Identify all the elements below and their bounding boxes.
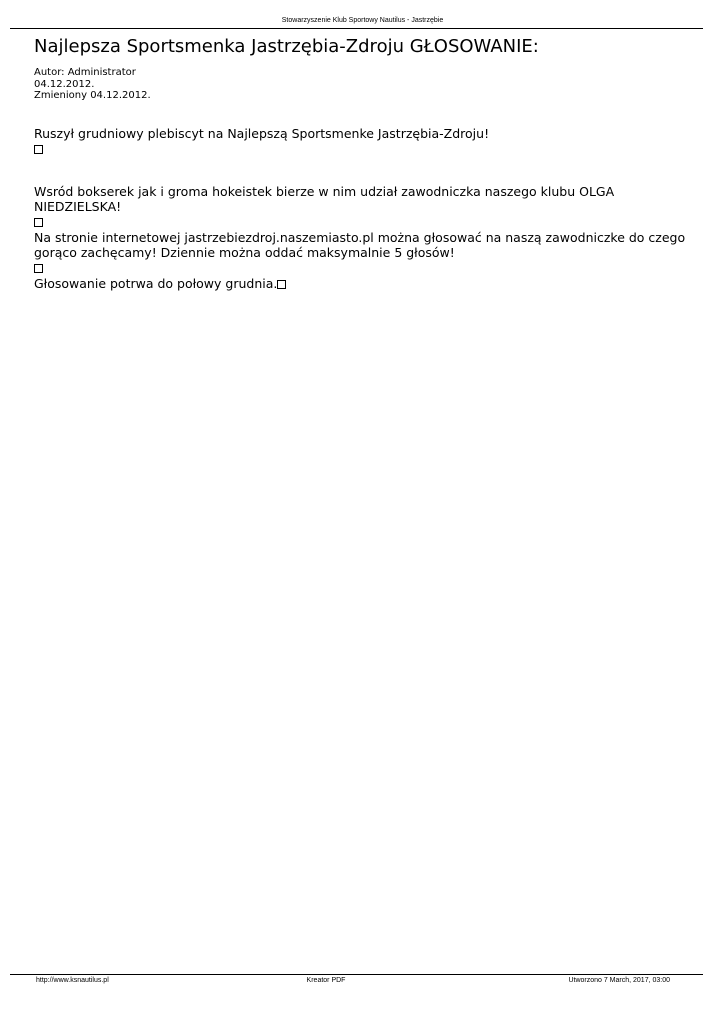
page-header: Stowarzyszenie Klub Sportowy Nautilus - Jastrzębie xyxy=(281,17,444,24)
missing-glyph-line xyxy=(34,260,694,276)
footer-generator: Kreator PDF xyxy=(306,977,346,984)
author-line: Autor: Administrator xyxy=(34,67,136,78)
article-meta xyxy=(34,67,151,102)
paragraph-3: Na stronie internetowej jastrzebiezdroj.naszemiasto.pl można głosować na naszą zawodniczke do czego gorąco zachęcamy! Dziennie można oddać maksymalnie 5 głosów! xyxy=(34,230,686,260)
footer-created: Utworzono 7 March, 2017, 03:00 xyxy=(568,977,670,984)
footer-divider xyxy=(10,974,703,975)
missing-glyph-icon xyxy=(34,264,43,273)
article-body-intro xyxy=(34,126,694,157)
article-title: Najlepsza Sportsmenka Jastrzębia-Zdroju GŁOSOWANIE: xyxy=(34,36,539,57)
missing-glyph-icon xyxy=(34,145,43,154)
missing-glyph-icon xyxy=(277,280,286,289)
missing-glyph-line xyxy=(34,214,694,230)
paragraph-2: Wsród bokserek jak i groma hokeistek bierze w nim udział zawodniczka naszego klubu OLGA NIEDZIELSKA! xyxy=(34,184,615,214)
modified-date: Zmieniony 04.12.2012. xyxy=(34,90,151,101)
article-body xyxy=(34,184,694,291)
header-divider xyxy=(10,28,703,29)
missing-glyph-line xyxy=(34,141,694,157)
missing-glyph-icon xyxy=(34,218,43,227)
paragraph-4-line xyxy=(34,276,694,291)
paragraph-1: Ruszył grudniowy plebiscyt na Najlepszą Sportsmenke Jastrzębia-Zdroju! xyxy=(34,126,490,141)
created-date: 04.12.2012. xyxy=(34,78,95,90)
footer-url: http://www.ksnautilus.pl xyxy=(36,977,109,984)
paragraph-4: Głosowanie potrwa do połowy grudnia. xyxy=(34,276,278,291)
